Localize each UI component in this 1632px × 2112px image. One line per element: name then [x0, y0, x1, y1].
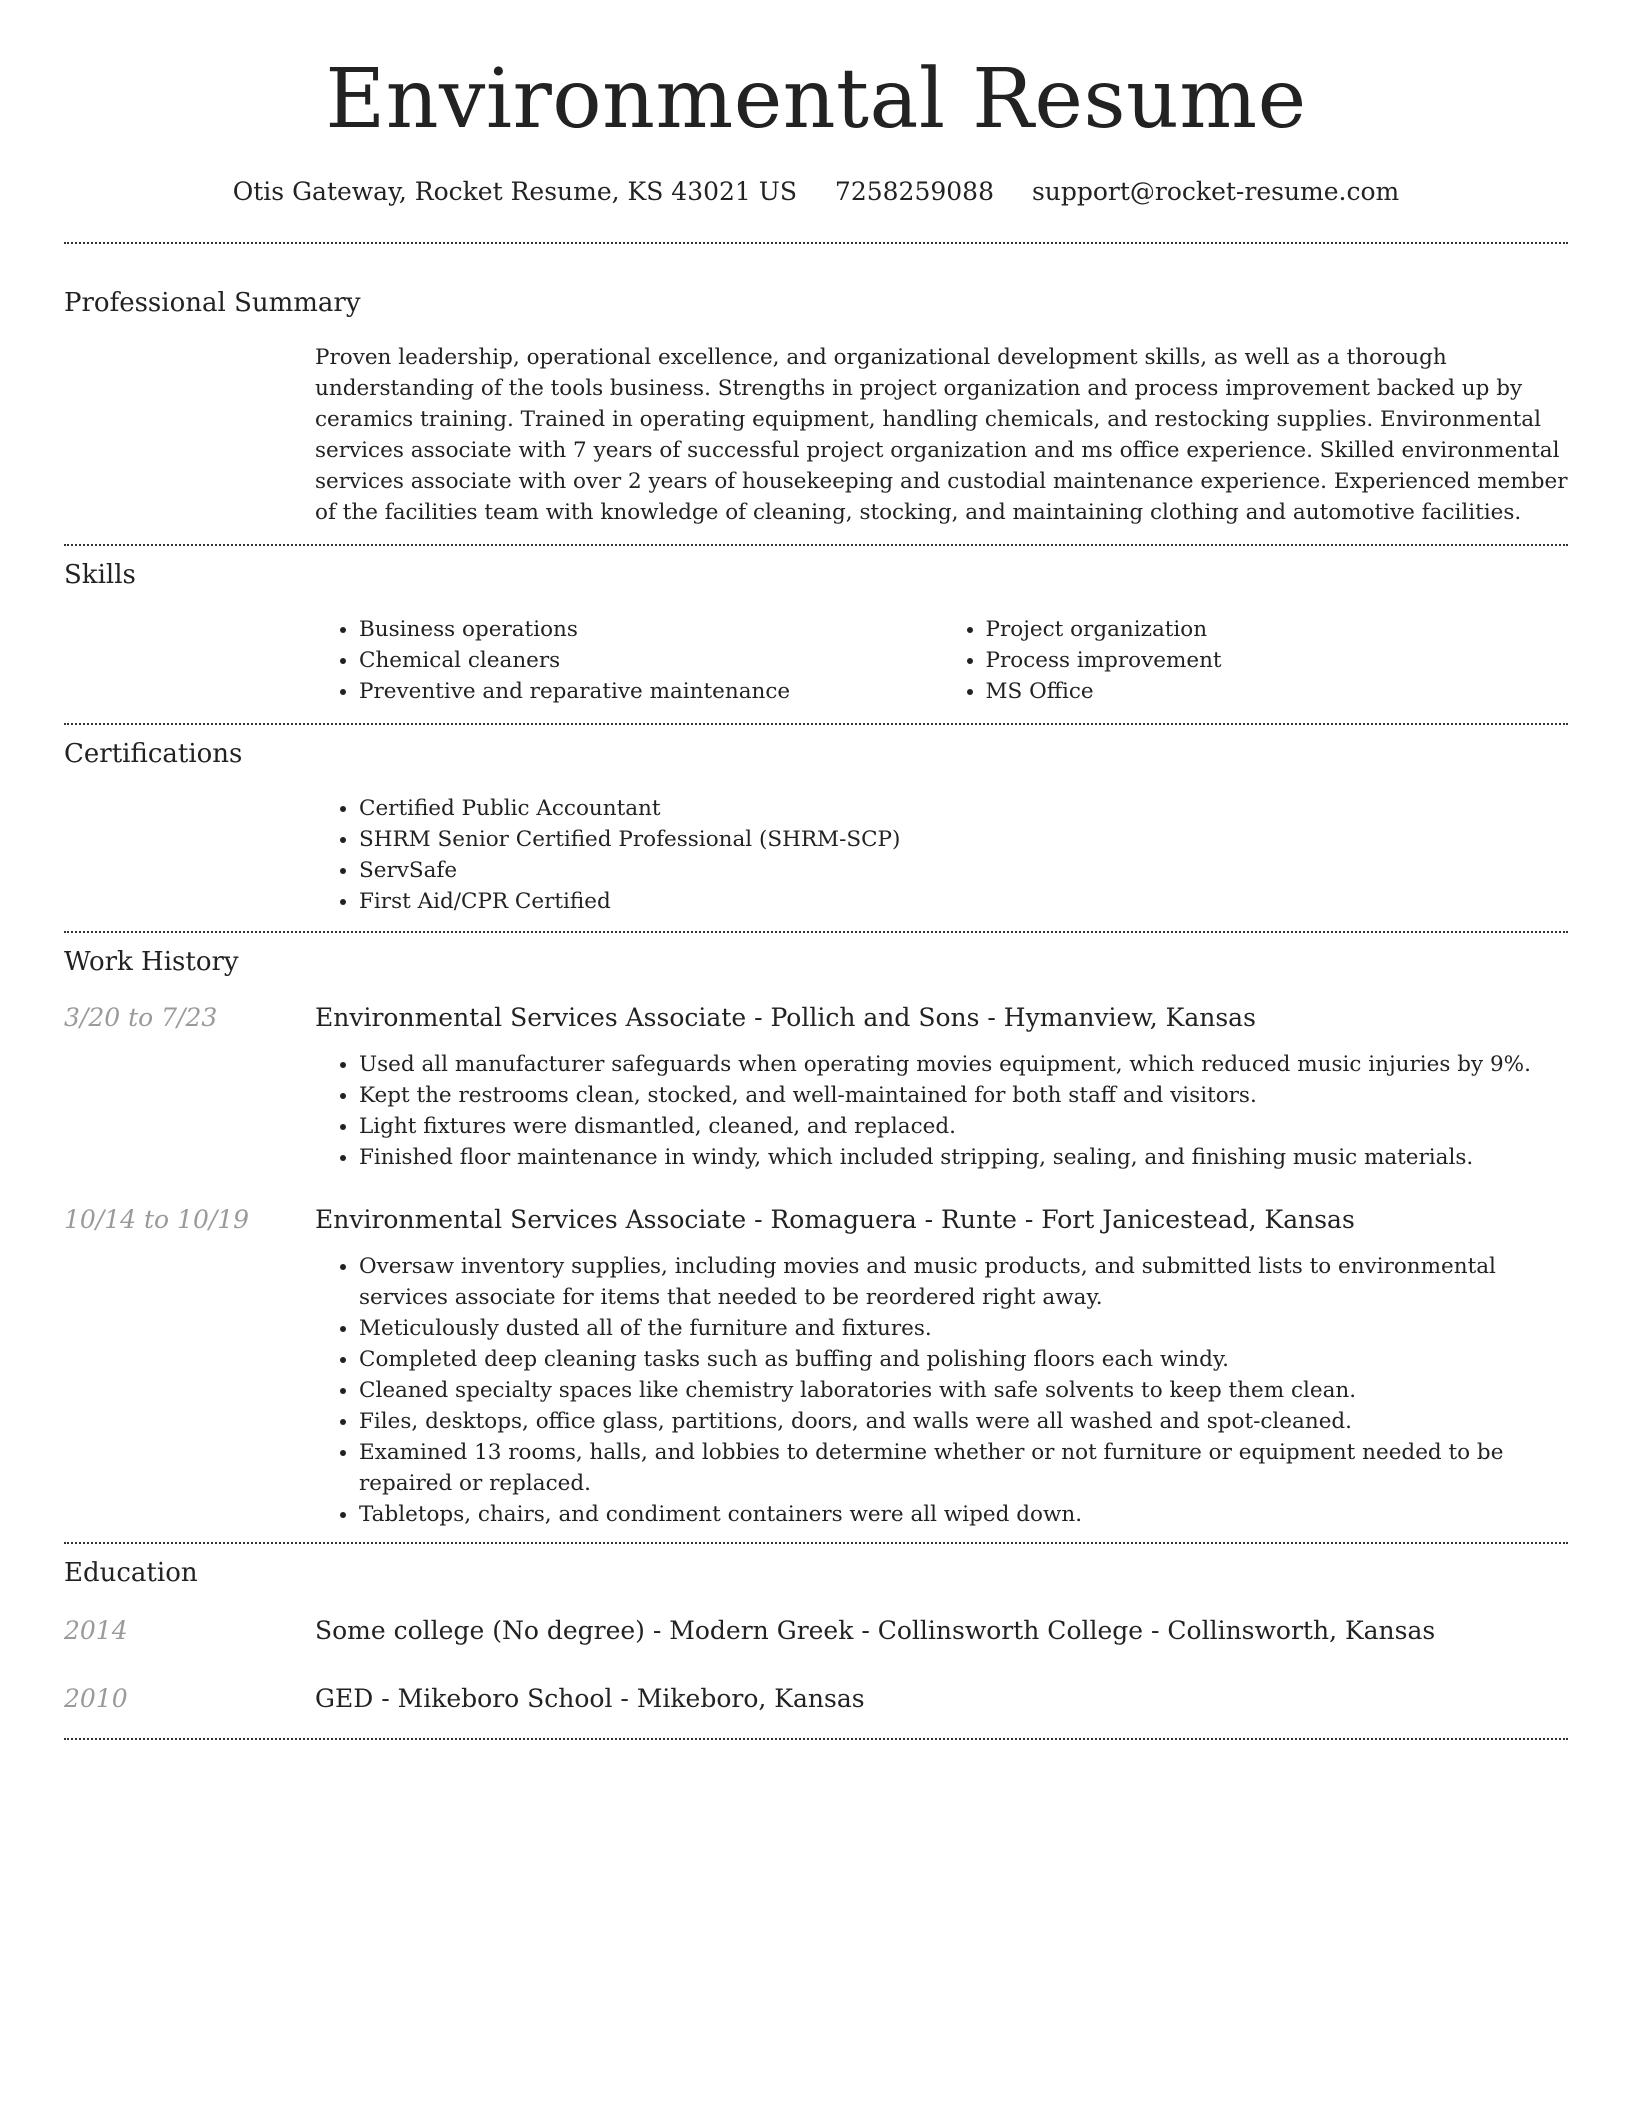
- resume-title: Environmental Resume: [325, 52, 1307, 147]
- job-bullet: • Oversaw inventory supplies, including movies and music products, and submitted lists to environmental services associate for items that needed to be reordered right away.: [359, 1251, 1568, 1313]
- section-divider: [64, 1738, 1568, 1740]
- job-body: [315, 1203, 1568, 1530]
- certification-item: • SHRM Senior Certified Professional (SHRM-SCP): [359, 824, 1568, 855]
- job-bullet: • Finished floor maintenance in windy, which included stripping, sealing, and finishing music materials.: [359, 1142, 1568, 1173]
- section-title-skills: Skills: [64, 560, 136, 590]
- certification-item: • Certified Public Accountant: [359, 793, 1568, 824]
- skill-item: • Preventive and reparative maintenance: [359, 676, 942, 707]
- skill-item: • Process improvement: [986, 645, 1569, 676]
- job-bullet: • Cleaned specialty spaces like chemistry laboratories with safe solvents to keep them clean.: [359, 1375, 1568, 1406]
- education-degree: Some college (No degree) - Modern Greek - Collinsworth College - Collinsworth, Kansas: [315, 1616, 1436, 1645]
- education-date: 2010: [64, 1684, 128, 1713]
- job-bullet: • Light fixtures were dismantled, cleaned, and replaced.: [359, 1111, 1568, 1142]
- section-title-summary: Professional Summary: [64, 288, 361, 318]
- education-date: 2014: [64, 1616, 128, 1645]
- job-bullet: • Tabletops, chairs, and condiment containers were all wiped down.: [359, 1499, 1568, 1530]
- summary-text: Proven leadership, operational excellence, and organizational development skills, as well as a thorough understanding of the tools business. Strengths in project organization and process improvement backed up by ceramics training. Trained in operating equipment, handling chemicals, and restocking supplies. Environmental services associate with 7 years of successful project organization and ms office experience. Skilled environmental services associate with over 2 years of housekeeping and custodial maintenance experience. Experienced member of the facilities team with knowledge of cleaning, stocking, and maintaining clothing and automotive facilities.: [315, 345, 1568, 525]
- section-title-certifications: Certifications: [64, 739, 243, 769]
- job-bullet: • Kept the restrooms clean, stocked, and well-maintained for both staff and visitors.: [359, 1080, 1568, 1111]
- job-bullet: • Examined 13 rooms, halls, and lobbies to determine whether or not furniture or equipment needed to be repaired or replaced.: [359, 1437, 1568, 1499]
- contact-phone: 7258259088: [834, 177, 994, 206]
- job-date: 10/14 to 10/19: [64, 1205, 250, 1234]
- education-entry: [64, 1614, 1568, 1648]
- job-bullet: • Files, desktops, office glass, partitions, doors, and walls were all washed and spot-cleaned.: [359, 1406, 1568, 1437]
- professional-summary-section: [64, 244, 1568, 544]
- education-section: [64, 1544, 1568, 1738]
- work-history-section: [64, 933, 1568, 1542]
- section-title-work-history: Work History: [64, 947, 239, 977]
- job-bullet: • Used all manufacturer safeguards when operating movies equipment, which reduced music injuries by 9%.: [359, 1049, 1568, 1080]
- contact-email: support@rocket-resume.com: [1031, 177, 1400, 206]
- skill-item: • MS Office: [986, 676, 1569, 707]
- certification-item: • ServSafe: [359, 855, 1568, 886]
- job-bullets: [315, 1049, 1568, 1173]
- job-bullets: [315, 1251, 1568, 1530]
- skill-item: • Business operations: [359, 614, 942, 645]
- job-body: [315, 1001, 1568, 1173]
- summary-content: [315, 342, 1568, 544]
- job-entry: [64, 1203, 1568, 1542]
- job-role: Environmental Services Associate - Romaguera - Runte - Fort Janicestead, Kansas: [315, 1205, 1355, 1234]
- skills-list-left: [315, 614, 942, 707]
- job-role: Environmental Services Associate - Pollich and Sons - Hymanview, Kansas: [315, 1003, 1256, 1032]
- certifications-content: [315, 793, 1568, 931]
- skills-list-right: [942, 614, 1569, 707]
- certifications-list: [315, 793, 1568, 917]
- contact-line: [64, 176, 1568, 208]
- education-entry: [64, 1682, 1568, 1738]
- contact-address: Otis Gateway, Rocket Resume, KS 43021 US: [232, 177, 797, 206]
- section-title-education: Education: [64, 1558, 198, 1588]
- job-entry: [64, 1001, 1568, 1173]
- certifications-section: [64, 725, 1568, 931]
- education-degree: GED - Mikeboro School - Mikeboro, Kansas: [315, 1684, 865, 1713]
- skill-item: • Chemical cleaners: [359, 645, 942, 676]
- skill-item: • Project organization: [986, 614, 1569, 645]
- certification-item: • First Aid/CPR Certified: [359, 886, 1568, 917]
- job-bullet: • Completed deep cleaning tasks such as buffing and polishing floors each windy.: [359, 1344, 1568, 1375]
- skills-section: [64, 546, 1568, 723]
- skills-content: [315, 614, 1568, 723]
- job-bullet: • Meticulously dusted all of the furniture and fixtures.: [359, 1313, 1568, 1344]
- job-date: 3/20 to 7/23: [64, 1003, 218, 1032]
